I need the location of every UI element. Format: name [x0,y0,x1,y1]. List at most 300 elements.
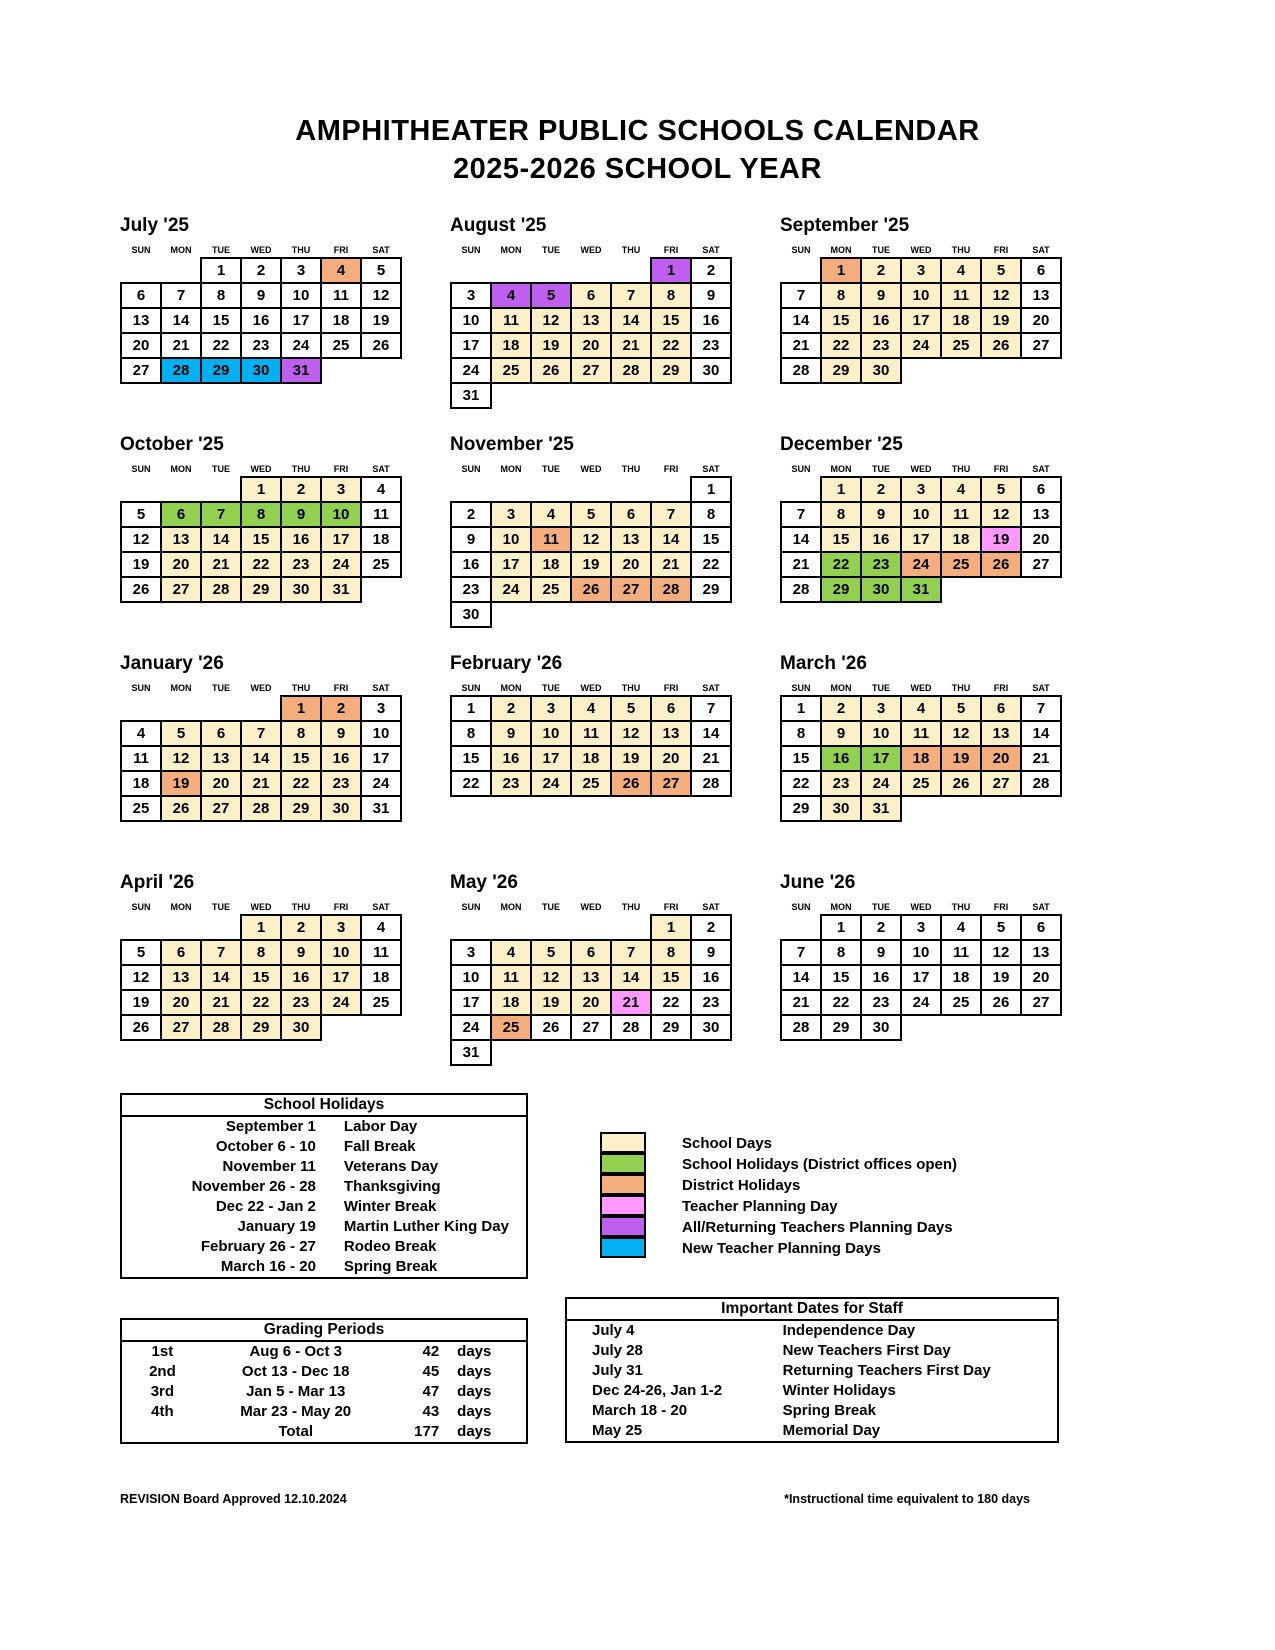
day-cell: 11 [321,283,361,308]
day-cell: 1 [281,696,321,721]
weekday-header: FRI [333,901,349,912]
weekday-header: TUE [212,244,230,255]
weekday-header: MON [830,244,852,255]
day-cell: 8 [281,721,321,746]
table-row [567,1341,1057,1361]
day-cell: 21 [781,990,821,1015]
empty-cell [121,477,161,502]
weekday-header: SAT [1032,682,1050,693]
empty-cell [451,258,491,283]
weekday-header: MON [170,683,192,693]
day-cell: 27 [571,358,611,383]
weekday-header: WED [910,463,932,474]
empty-cell [691,1040,731,1065]
month-table [450,899,732,1066]
table-row [122,1422,526,1442]
empty-cell [1021,1015,1061,1040]
weekday-header: TUE [212,902,230,912]
day-cell: 11 [491,308,531,333]
day-cell: 15 [201,308,241,333]
grading-periods-box [120,1318,528,1444]
empty-cell [491,477,531,502]
day-cell: 15 [281,746,321,771]
day-cell: 24 [531,771,571,796]
empty-cell [941,796,981,821]
weekday-header: WED [580,682,602,693]
day-cell: 16 [691,965,731,990]
day-cell: 28 [201,1015,241,1040]
day-cell: 27 [1021,333,1061,358]
staff-event: Independence Day [782,1322,916,1339]
day-cell: 14 [651,527,691,552]
day-cell: 18 [321,308,361,333]
day-cell: 7 [201,502,241,527]
day-cell: 4 [321,258,361,283]
day-cell: 5 [981,258,1021,283]
day-cell: 7 [161,283,201,308]
day-cell: 6 [611,502,651,527]
weekday-header: MON [500,245,522,255]
staff-dates-title: Important Dates for Staff [567,1299,1057,1321]
day-cell: 16 [861,308,901,333]
day-cell: 4 [571,696,611,721]
day-cell: 10 [901,283,941,308]
grading-period: 4th [151,1403,174,1420]
day-cell: 20 [651,746,691,771]
day-cell: 11 [121,746,161,771]
holiday-date: October 6 - 10 [215,1138,316,1155]
day-cell: 16 [861,965,901,990]
month-table [780,899,1062,1041]
day-cell: 15 [241,965,281,990]
weekday-header: MON [830,901,852,912]
day-cell: 9 [861,502,901,527]
empty-cell [571,1040,611,1065]
day-cell: 28 [201,577,241,602]
day-cell: 5 [121,940,161,965]
day-cell: 18 [491,333,531,358]
month-title: September '25 [780,215,910,236]
weekday-header: MON [500,902,522,912]
page-title-line1: AMPHITHEATER PUBLIC SCHOOLS CALENDAR [295,115,980,147]
day-cell: 1 [651,258,691,283]
day-cell: 5 [981,915,1021,940]
revision-note: REVISION Board Approved 12.10.2024 [120,1492,347,1506]
day-cell: 28 [781,1015,821,1040]
empty-cell [981,1015,1021,1040]
day-cell: 20 [1021,527,1061,552]
day-cell: 24 [281,333,321,358]
day-cell: 30 [861,358,901,383]
weekday-header: SUN [791,464,811,474]
day-cell: 4 [491,940,531,965]
table-row [122,1117,526,1137]
weekday-header: FRI [993,682,1009,693]
day-cell: 17 [491,552,531,577]
day-cell: 22 [451,771,491,796]
empty-cell [981,577,1021,602]
staff-event: Memorial Day [782,1422,881,1439]
month-march-26 [780,653,1110,872]
weekday-header: THU [951,244,971,255]
day-cell: 16 [281,527,321,552]
day-cell: 15 [651,308,691,333]
day-cell: 1 [241,915,281,940]
day-cell: 29 [241,577,281,602]
weekday-header: THU [951,463,971,474]
day-cell: 19 [361,308,401,333]
page-title-line2: 2025-2026 SCHOOL YEAR [453,153,822,185]
table-row [122,1137,526,1157]
legend-row [600,1133,957,1154]
weekday-header: SAT [372,901,390,912]
day-cell: 9 [281,502,321,527]
empty-cell [531,477,571,502]
day-cell: 2 [281,477,321,502]
day-cell: 12 [121,965,161,990]
day-cell: 3 [901,915,941,940]
day-cell: 14 [201,527,241,552]
day-cell: 8 [651,940,691,965]
day-cell: 17 [361,746,401,771]
empty-cell [321,358,361,383]
day-cell: 17 [901,527,941,552]
day-cell: 3 [491,502,531,527]
grading-range: Mar 23 - May 20 [240,1403,352,1420]
weekday-header: WED [580,245,602,255]
grading-period: 1st [151,1343,174,1360]
table-row [567,1361,1057,1381]
table-row [567,1421,1057,1441]
empty-cell [781,915,821,940]
day-cell: 29 [651,1015,691,1040]
day-cell: 3 [281,258,321,283]
grading-unit: days [457,1383,492,1400]
day-cell: 20 [571,333,611,358]
day-cell: 24 [901,552,941,577]
staff-date: July 4 [592,1322,635,1339]
day-cell: 16 [821,746,861,771]
month-table [780,461,1062,603]
day-cell: 2 [241,258,281,283]
holiday-date: January 19 [237,1218,316,1235]
weekday-header: SUN [131,245,151,255]
grading-period [122,1422,203,1442]
empty-cell [531,602,571,627]
day-cell: 25 [491,358,531,383]
day-cell: 13 [651,721,691,746]
month-table [450,680,732,797]
table-row [122,1362,526,1382]
day-cell: 5 [981,477,1021,502]
empty-cell [611,602,651,627]
empty-cell [611,1040,651,1065]
weekday-header: TUE [872,463,890,474]
empty-cell [691,602,731,627]
day-cell: 26 [981,333,1021,358]
day-cell: 8 [241,502,281,527]
day-cell: 27 [611,577,651,602]
day-cell: 15 [821,308,861,333]
legend-label: Teacher Planning Day [682,1198,838,1215]
day-cell: 19 [121,552,161,577]
day-cell: 13 [571,965,611,990]
month-september-25 [780,215,1110,434]
day-cell: 22 [241,552,281,577]
day-cell: 21 [781,552,821,577]
table-row [567,1401,1057,1421]
day-cell: 19 [121,990,161,1015]
staff-date: March 18 - 20 [592,1402,688,1419]
holiday-name: Fall Break [343,1138,416,1155]
day-cell: 2 [451,502,491,527]
empty-cell [981,358,1021,383]
weekday-header: SUN [131,683,151,693]
day-cell: 14 [1021,721,1061,746]
day-cell: 29 [821,358,861,383]
empty-cell [941,577,981,602]
grading-unit: days [457,1363,492,1380]
day-cell: 21 [611,333,651,358]
day-cell: 2 [491,696,531,721]
day-cell: 23 [691,333,731,358]
day-cell: 17 [321,527,361,552]
day-cell: 6 [201,721,241,746]
empty-cell [571,477,611,502]
staff-date: May 25 [592,1422,643,1439]
day-cell: 18 [571,746,611,771]
empty-cell [651,477,691,502]
weekday-header: MON [500,464,522,474]
day-cell: 5 [121,502,161,527]
month-october-25 [120,434,450,653]
day-cell: 27 [981,771,1021,796]
day-cell: 11 [531,527,571,552]
day-cell: 16 [861,527,901,552]
day-cell: 23 [281,990,321,1015]
staff-event: Winter Holidays [782,1382,896,1399]
day-cell: 6 [1021,477,1061,502]
day-cell: 22 [281,771,321,796]
day-cell: 28 [781,358,821,383]
day-cell: 6 [161,940,201,965]
weekday-header: TUE [872,244,890,255]
empty-cell [651,602,691,627]
day-cell: 24 [491,577,531,602]
day-cell: 4 [941,477,981,502]
legend-label: School Holidays (District offices open) [682,1156,958,1173]
day-cell: 2 [821,696,861,721]
day-cell: 19 [531,333,571,358]
day-cell: 11 [941,502,981,527]
weekday-header: THU [951,682,971,693]
empty-cell [201,477,241,502]
day-cell: 2 [691,258,731,283]
empty-cell [901,796,941,821]
day-cell: 22 [821,990,861,1015]
day-cell: 7 [651,502,691,527]
day-cell: 30 [281,1015,321,1040]
day-cell: 17 [531,746,571,771]
day-cell: 6 [1021,258,1061,283]
day-cell: 3 [901,258,941,283]
day-cell: 11 [491,965,531,990]
grading-range: Oct 13 - Dec 18 [241,1363,350,1380]
weekday-header: WED [910,244,932,255]
empty-cell [121,696,161,721]
day-cell: 22 [201,333,241,358]
legend-swatch-teacher-planning [600,1195,646,1216]
month-table [120,242,402,384]
day-cell: 29 [241,1015,281,1040]
day-cell: 25 [361,552,401,577]
legend-swatch-school-holidays [600,1153,646,1174]
weekday-header: THU [621,682,641,693]
weekday-header: THU [621,245,641,255]
day-cell: 13 [1021,502,1061,527]
empty-cell [571,915,611,940]
empty-cell [161,258,201,283]
instructional-time-note: *Instructional time equivalent to 180 days [784,1492,1030,1506]
weekday-header: SUN [461,464,481,474]
day-cell: 10 [901,502,941,527]
day-cell: 1 [451,696,491,721]
staff-event: Returning Teachers First Day [782,1362,991,1379]
weekday-header: THU [291,244,311,255]
empty-cell [1021,358,1061,383]
day-cell: 14 [241,746,281,771]
day-cell: 27 [571,1015,611,1040]
day-cell: 27 [201,796,241,821]
day-cell: 16 [491,746,531,771]
weekday-header: TUE [542,682,560,693]
day-cell: 25 [491,1015,531,1040]
day-cell: 23 [821,771,861,796]
day-cell: 25 [531,577,571,602]
day-cell: 30 [281,577,321,602]
day-cell: 12 [981,502,1021,527]
day-cell: 29 [281,796,321,821]
day-cell: 19 [161,771,201,796]
empty-cell [361,577,401,602]
empty-cell [531,1040,571,1065]
day-cell: 8 [781,721,821,746]
weekday-header: SUN [131,464,151,474]
day-cell: 4 [901,696,941,721]
day-cell: 24 [901,333,941,358]
day-cell: 26 [941,771,981,796]
empty-cell [121,258,161,283]
day-cell: 26 [161,796,201,821]
day-cell: 12 [981,283,1021,308]
day-cell: 30 [691,358,731,383]
day-cell: 16 [451,552,491,577]
day-cell: 2 [281,915,321,940]
weekday-header: THU [621,464,641,474]
day-cell: 6 [571,940,611,965]
weekday-header: SUN [461,245,481,255]
month-december-25 [780,434,1110,653]
day-cell: 28 [1021,771,1061,796]
staff-event: Spring Break [782,1402,876,1419]
day-cell: 5 [161,721,201,746]
day-cell: 10 [281,283,321,308]
day-cell: 24 [901,990,941,1015]
day-cell: 28 [161,358,201,383]
day-cell: 18 [531,552,571,577]
day-cell: 5 [941,696,981,721]
weekday-header: SAT [1032,463,1050,474]
day-cell: 15 [781,746,821,771]
day-cell: 14 [781,527,821,552]
empty-cell [781,258,821,283]
day-cell: 25 [321,333,361,358]
day-cell: 11 [941,283,981,308]
day-cell: 10 [531,721,571,746]
day-cell: 15 [451,746,491,771]
day-cell: 15 [821,527,861,552]
month-table [450,461,732,628]
day-cell: 4 [531,502,571,527]
table-row [122,1237,526,1257]
day-cell: 1 [821,915,861,940]
day-cell: 23 [691,990,731,1015]
school-holidays-title: School Holidays [122,1095,526,1117]
day-cell: 28 [691,771,731,796]
day-cell: 4 [121,721,161,746]
day-cell: 16 [241,308,281,333]
weekday-header: THU [291,682,311,693]
day-cell: 20 [161,552,201,577]
staff-date: Dec 24-26, Jan 1-2 [592,1382,723,1399]
weekday-header: MON [500,682,522,693]
months-grid [120,215,1110,1091]
weekday-header: SUN [461,902,481,912]
month-november-25 [450,434,780,653]
day-cell: 31 [901,577,941,602]
day-cell: 12 [571,527,611,552]
day-cell: 27 [651,771,691,796]
day-cell: 20 [201,771,241,796]
day-cell: 11 [941,940,981,965]
empty-cell [781,477,821,502]
month-title: February '26 [450,653,563,674]
table-row [122,1217,526,1237]
month-table [120,899,402,1041]
day-cell: 29 [201,358,241,383]
day-cell: 26 [981,552,1021,577]
day-cell: 14 [161,308,201,333]
staff-dates-box [565,1297,1059,1443]
day-cell: 18 [941,308,981,333]
staff-dates-table [567,1321,1057,1441]
empty-cell [491,1040,531,1065]
day-cell: 25 [571,771,611,796]
grading-period: 2nd [149,1363,176,1380]
month-table [780,242,1062,384]
empty-cell [691,383,731,408]
day-cell: 14 [611,308,651,333]
day-cell: 22 [241,990,281,1015]
grading-days: 45 [422,1363,440,1380]
legend-row [600,1196,957,1217]
day-cell: 15 [651,965,691,990]
month-table [450,242,732,409]
day-cell: 30 [861,577,901,602]
legend-swatch-new-teacher-planning [600,1237,646,1258]
month-june-26 [780,872,1110,1091]
day-cell: 23 [451,577,491,602]
